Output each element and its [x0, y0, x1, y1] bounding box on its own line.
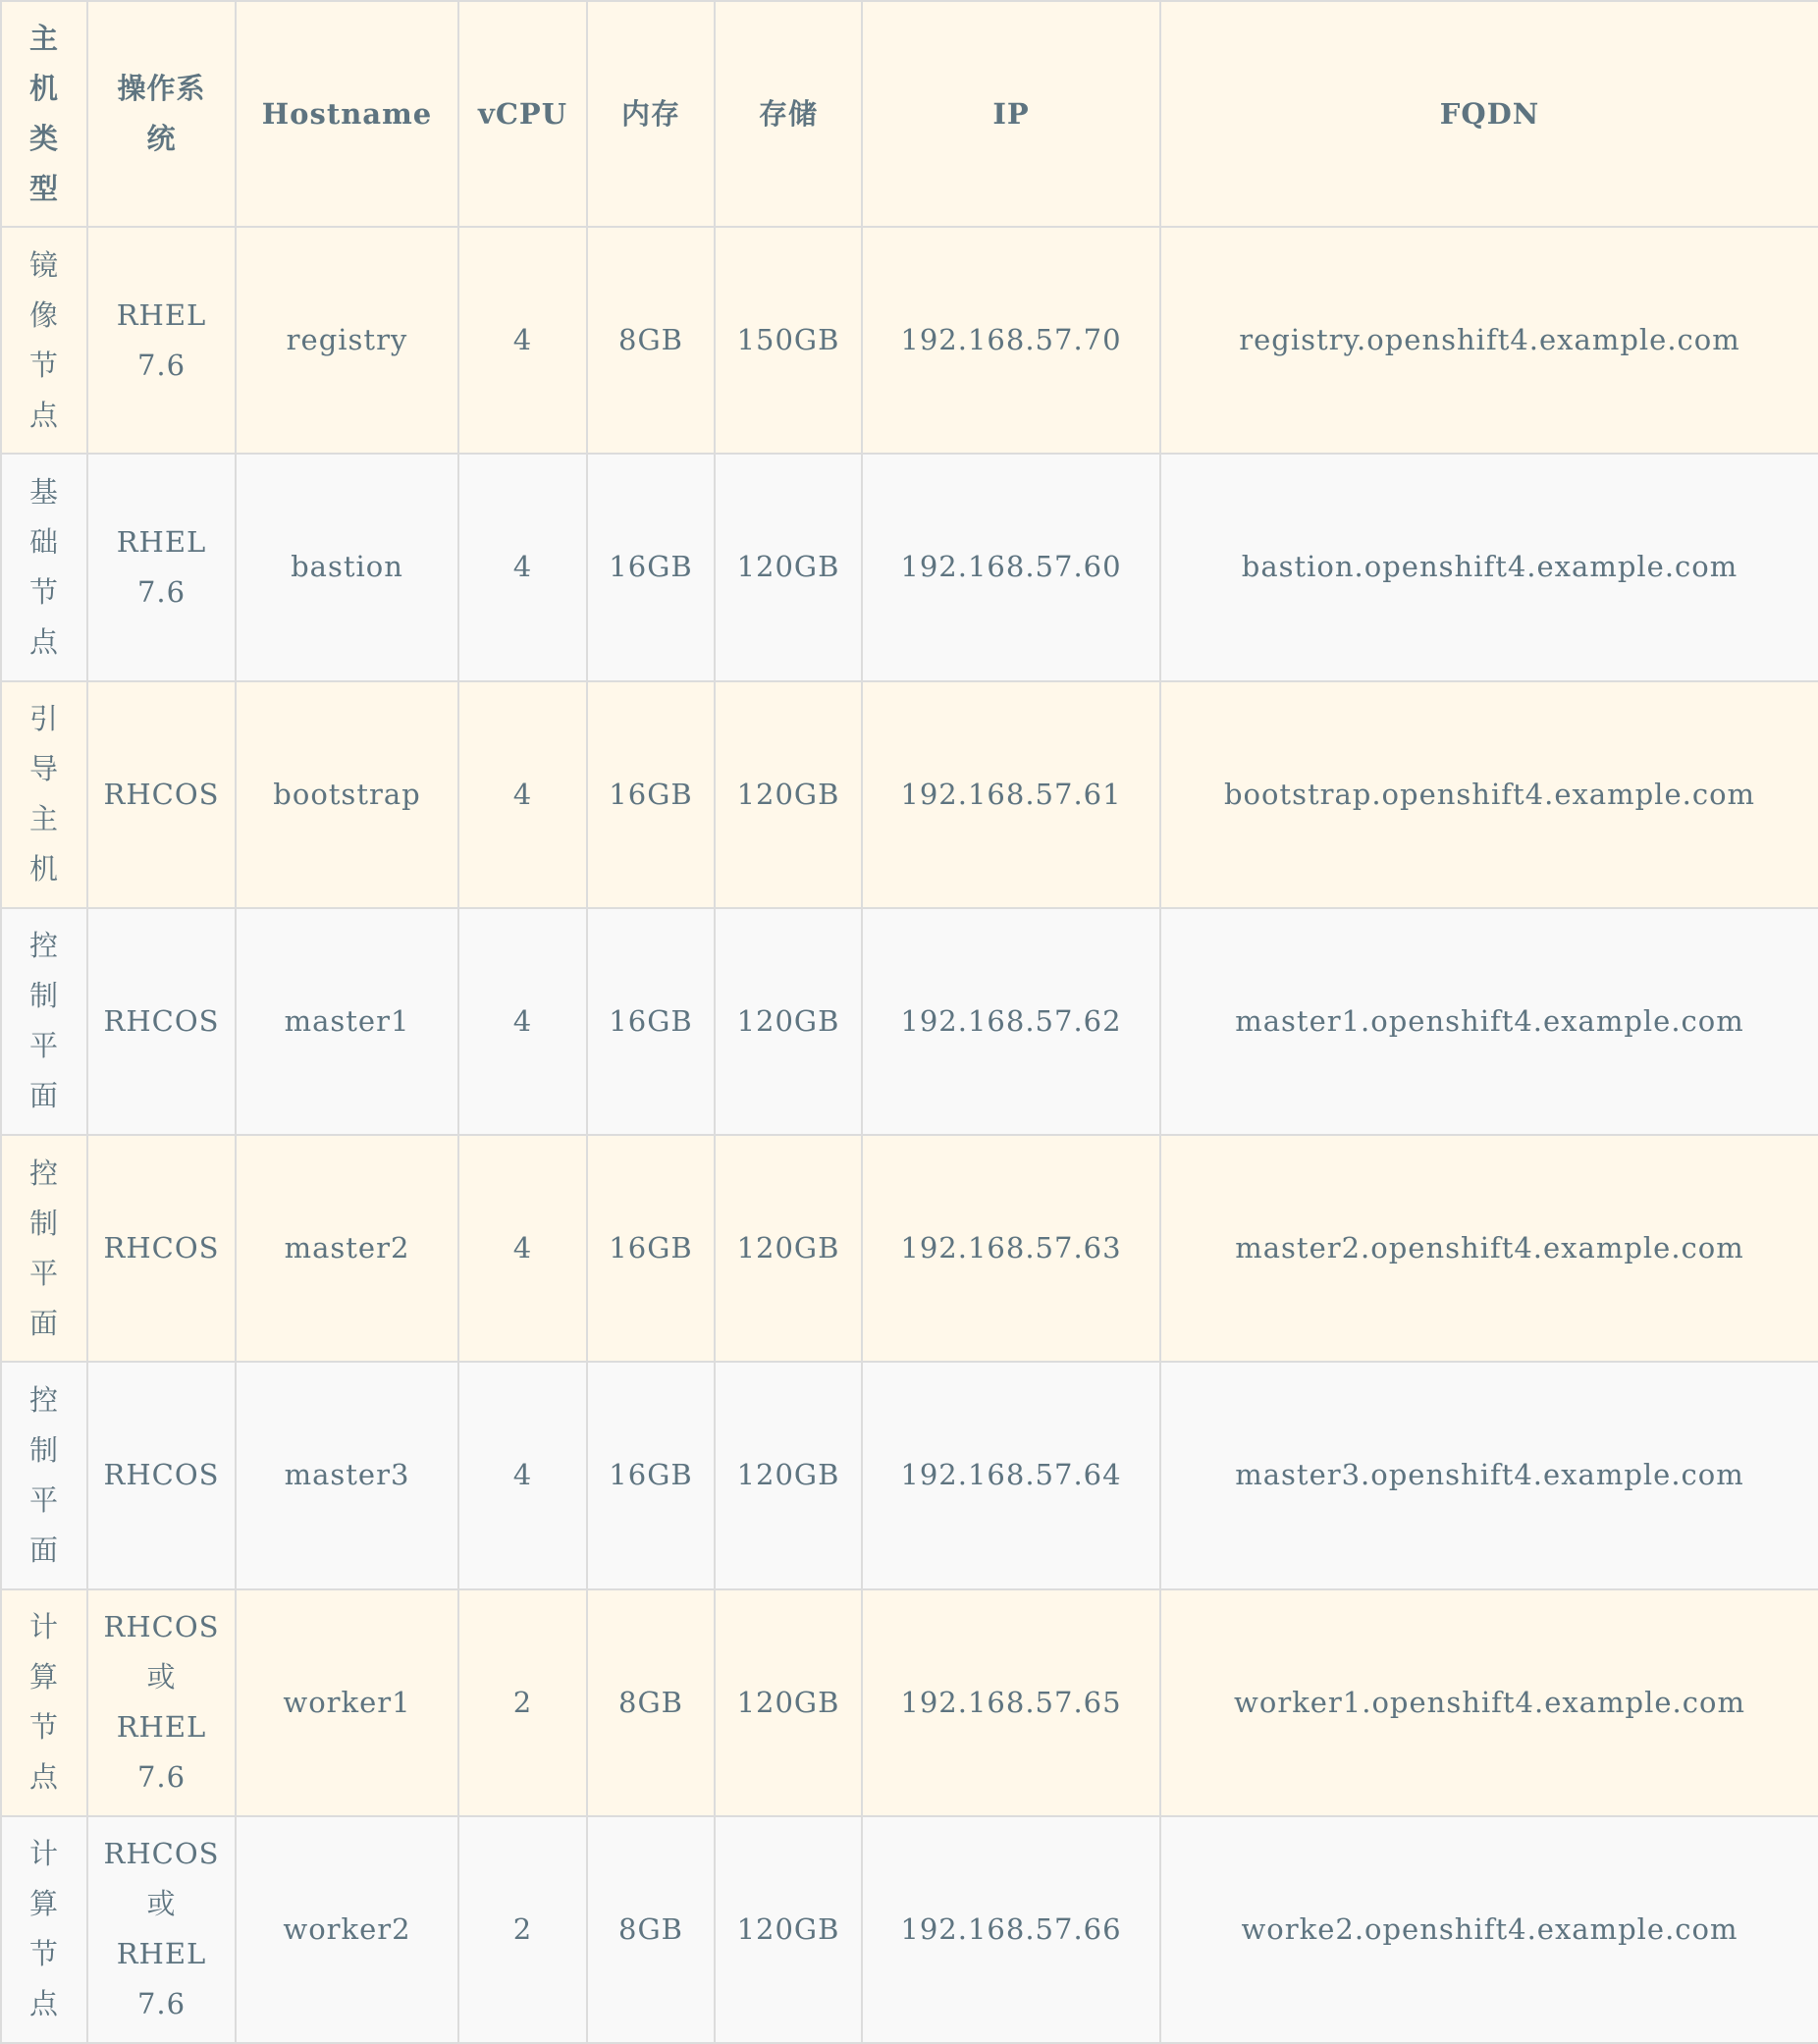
cell-ip: 192.168.57.61 — [862, 681, 1160, 908]
cell-ip: 192.168.57.63 — [862, 1135, 1160, 1362]
cell-memory: 16GB — [587, 908, 715, 1135]
cell-ip: 192.168.57.65 — [862, 1589, 1160, 1816]
cell-ip: 192.168.57.60 — [862, 454, 1160, 680]
cell-storage: 120GB — [715, 1589, 862, 1816]
table-row — [1, 1589, 1818, 1816]
cell-fqdn: bastion.openshift4.example.com — [1160, 454, 1818, 680]
cell-vcpu: 4 — [458, 227, 587, 454]
cell-memory: 8GB — [587, 1816, 715, 2043]
cell-hostname: bastion — [236, 454, 458, 680]
cell-os: RHEL 7.6 — [87, 227, 236, 454]
header-hostname: Hostname — [236, 1, 458, 227]
cell-fqdn: bootstrap.openshift4.example.com — [1160, 681, 1818, 908]
cell-vcpu: 4 — [458, 908, 587, 1135]
table-row — [1, 454, 1818, 680]
cell-os: RHCOS — [87, 1135, 236, 1362]
cell-storage: 150GB — [715, 227, 862, 454]
table-row — [1, 1362, 1818, 1588]
table-row — [1, 908, 1818, 1135]
cell-storage: 120GB — [715, 1362, 862, 1588]
cell-os: RHCOS — [87, 908, 236, 1135]
table-row — [1, 681, 1818, 908]
cell-hostname: bootstrap — [236, 681, 458, 908]
cell-memory: 8GB — [587, 1589, 715, 1816]
header-storage: 存储 — [715, 1, 862, 227]
header-vcpu: vCPU — [458, 1, 587, 227]
cell-memory: 8GB — [587, 227, 715, 454]
table-row — [1, 1135, 1818, 1362]
table-row — [1, 227, 1818, 454]
cell-ip: 192.168.57.70 — [862, 227, 1160, 454]
cell-hostname: worker2 — [236, 1816, 458, 2043]
cell-ip: 192.168.57.64 — [862, 1362, 1160, 1588]
cell-storage: 120GB — [715, 1816, 862, 2043]
cell-hostname: worker1 — [236, 1589, 458, 1816]
header-os: 操作系统 — [87, 1, 236, 227]
cell-type: 引导主机 — [1, 681, 87, 908]
cell-os: RHCOS 或 RHEL 7.6 — [87, 1816, 236, 2043]
cell-fqdn: master3.openshift4.example.com — [1160, 1362, 1818, 1588]
header-row — [1, 1, 1818, 227]
cell-fqdn: worke2.openshift4.example.com — [1160, 1816, 1818, 2043]
cell-type: 计算节点 — [1, 1816, 87, 2043]
cell-memory: 16GB — [587, 681, 715, 908]
cell-storage: 120GB — [715, 1135, 862, 1362]
cell-hostname: registry — [236, 227, 458, 454]
cell-os: RHEL 7.6 — [87, 454, 236, 680]
cell-vcpu: 2 — [458, 1816, 587, 2043]
header-ip: IP — [862, 1, 1160, 227]
table-row — [1, 1816, 1818, 2043]
cell-fqdn: master1.openshift4.example.com — [1160, 908, 1818, 1135]
cell-memory: 16GB — [587, 454, 715, 680]
cell-fqdn: registry.openshift4.example.com — [1160, 227, 1818, 454]
cell-fqdn: worker1.openshift4.example.com — [1160, 1589, 1818, 1816]
cell-memory: 16GB — [587, 1135, 715, 1362]
cell-vcpu: 4 — [458, 454, 587, 680]
cell-hostname: master3 — [236, 1362, 458, 1588]
header-fqdn: FQDN — [1160, 1, 1818, 227]
cell-ip: 192.168.57.66 — [862, 1816, 1160, 2043]
cell-vcpu: 4 — [458, 1362, 587, 1588]
cell-type: 控制平面 — [1, 1135, 87, 1362]
cell-type: 计算节点 — [1, 1589, 87, 1816]
cell-os: RHCOS — [87, 1362, 236, 1588]
cell-storage: 120GB — [715, 681, 862, 908]
cell-type: 基础节点 — [1, 454, 87, 680]
cell-vcpu: 2 — [458, 1589, 587, 1816]
cell-hostname: master2 — [236, 1135, 458, 1362]
header-memory: 内存 — [587, 1, 715, 227]
cell-os: RHCOS 或 RHEL 7.6 — [87, 1589, 236, 1816]
cell-vcpu: 4 — [458, 1135, 587, 1362]
header-type: 主机类型 — [1, 1, 87, 227]
cell-type: 镜像节点 — [1, 227, 87, 454]
cell-ip: 192.168.57.62 — [862, 908, 1160, 1135]
cell-storage: 120GB — [715, 454, 862, 680]
cell-vcpu: 4 — [458, 681, 587, 908]
cell-type: 控制平面 — [1, 908, 87, 1135]
cell-hostname: master1 — [236, 908, 458, 1135]
cell-fqdn: master2.openshift4.example.com — [1160, 1135, 1818, 1362]
cell-type: 控制平面 — [1, 1362, 87, 1588]
cell-storage: 120GB — [715, 908, 862, 1135]
cell-memory: 16GB — [587, 1362, 715, 1588]
cell-os: RHCOS — [87, 681, 236, 908]
